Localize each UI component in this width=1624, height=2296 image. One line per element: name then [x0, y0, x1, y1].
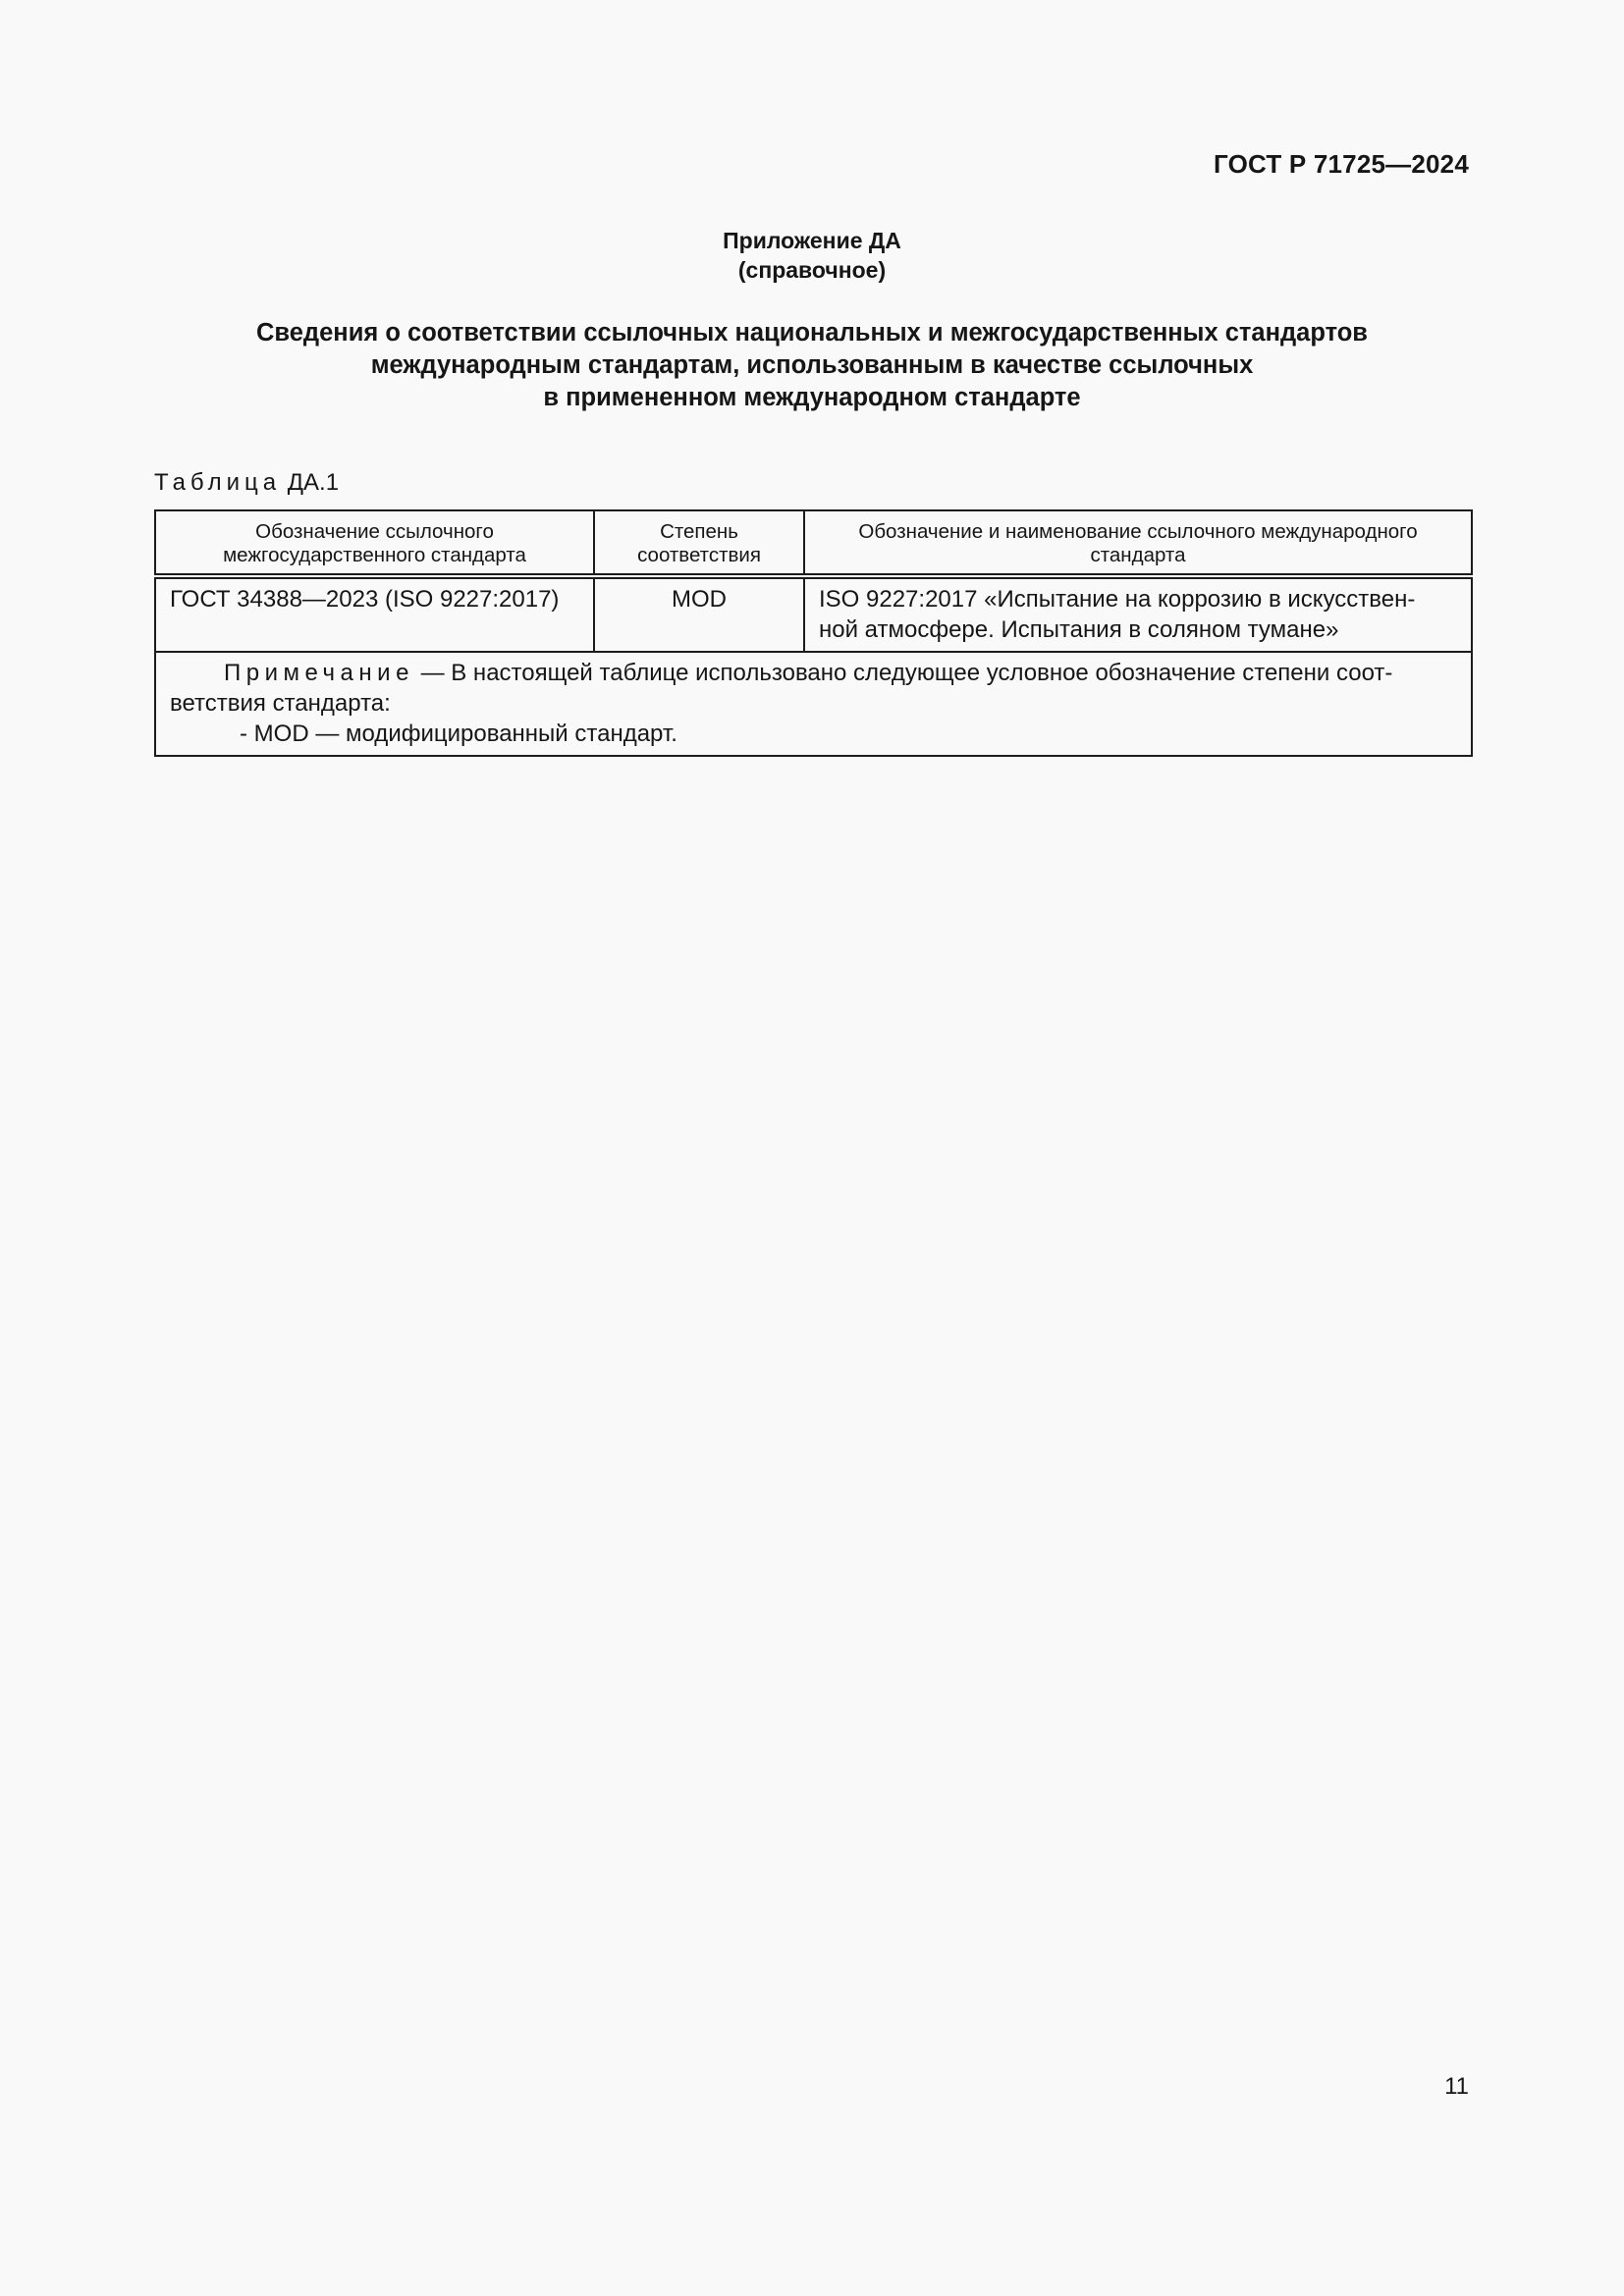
section-heading — [0, 317, 1624, 414]
cell-degree: MOD — [594, 576, 804, 652]
appendix-subtitle: (справочное) — [737, 257, 887, 283]
heading-line-2: международным стандартам, использованным в качестве ссылочных — [370, 351, 1254, 379]
note-label: Примечание — [224, 660, 414, 686]
header-standard-line-1: Обозначение ссылочного — [255, 519, 494, 543]
table-caption-number: ДА.1 — [287, 469, 340, 496]
heading-line-3: в примененном международном стандарте — [543, 384, 1081, 411]
header-international-line-2: стандарта — [1090, 543, 1186, 566]
header-standard — [155, 510, 594, 576]
standards-table — [154, 509, 1473, 757]
cell-international-line-1: ISO 9227:2017 «Испытание на коррозию в искусствен- — [819, 586, 1416, 613]
cell-international — [804, 576, 1472, 652]
table-caption — [154, 469, 339, 497]
header-standard-line-2: межгосударственного стандарта — [223, 543, 526, 566]
header-degree — [594, 510, 804, 576]
table-note-row — [155, 652, 1472, 756]
document-code: ГОСТ Р 71725—2024 — [1214, 149, 1469, 179]
note-text-line-1: — В настоящей таблице использовано следующее условное обозначение степени соот- — [413, 660, 1393, 686]
table-header-row — [155, 510, 1472, 576]
appendix-block — [0, 226, 1624, 285]
table-row — [155, 576, 1472, 652]
appendix-title: Приложение ДА — [723, 228, 901, 253]
table-note — [155, 652, 1472, 756]
header-degree-line-2: соответствия — [637, 543, 761, 566]
cell-standard: ГОСТ 34388—2023 (ISO 9227:2017) — [155, 576, 594, 652]
header-international-line-1: Обозначение и наименование ссылочного международного — [858, 519, 1418, 543]
heading-line-1: Сведения о соответствии ссылочных национальных и межгосударственных стандартов — [256, 319, 1368, 347]
note-text-line-2: ветствия стандарта: — [170, 690, 391, 717]
note-list-item: - MOD — модифицированный стандарт. — [240, 721, 677, 747]
header-degree-line-1: Степень — [660, 519, 738, 543]
header-international — [804, 510, 1472, 576]
table-caption-label: Таблица — [154, 469, 282, 496]
note-line-1 — [170, 658, 1457, 688]
page-number: 11 — [1444, 2073, 1469, 2100]
cell-international-line-2: ной атмосфере. Испытания в соляном тумане» — [819, 616, 1339, 643]
